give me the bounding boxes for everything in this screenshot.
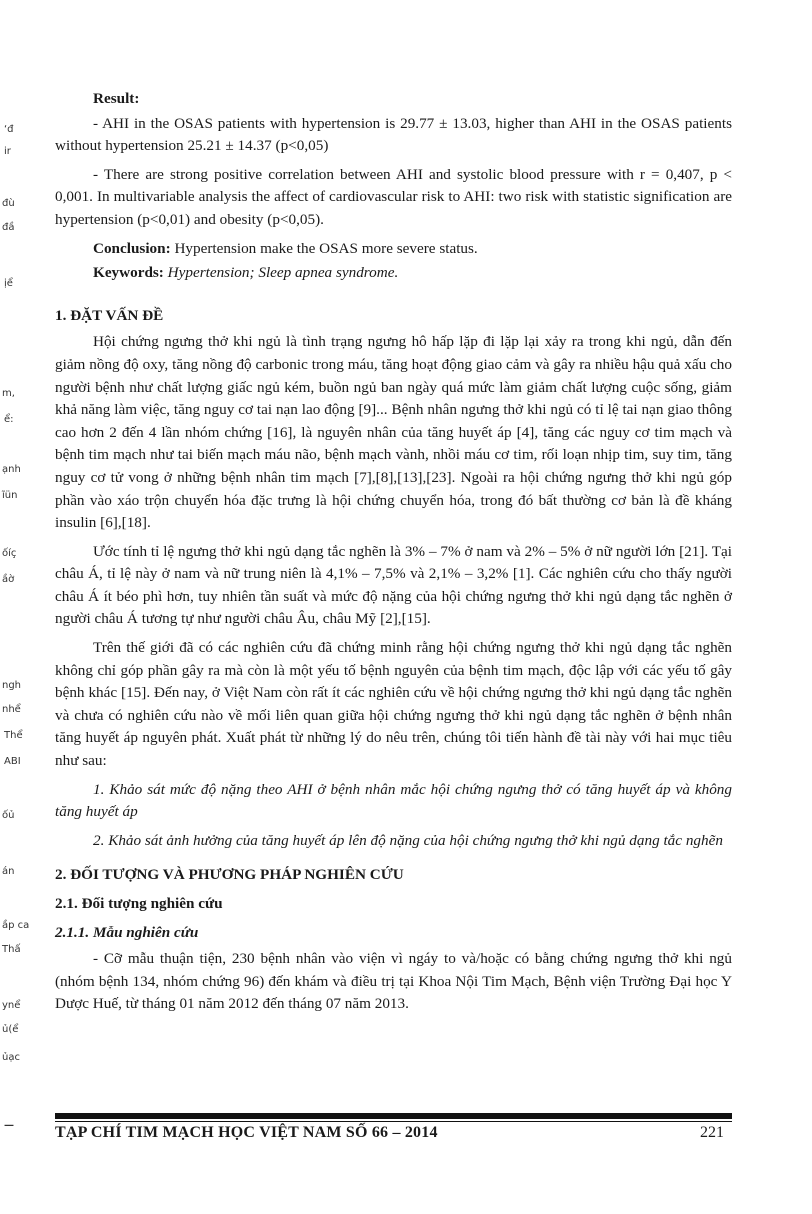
gutter-fragment: m, bbox=[2, 388, 15, 399]
gutter-fragment: đù bbox=[2, 198, 15, 209]
gutter-fragment: ir bbox=[4, 146, 11, 157]
objective-2: 2. Khảo sát ảnh hưởng của tăng huyết áp lên độ nặng của hội chứng ngưng thở khi ngủ dạng tắc nghẽn bbox=[93, 831, 723, 849]
result-point-2: - There are strong positive correlation between AHI and systolic blood pressure with r = 0,407, p < 0,001. In multivariable analysis the affect of cardiovascular risk to AHI: two risk with statistic signification are hypertension (p<0,01) and obesity (p<0,05). bbox=[55, 165, 732, 228]
footer-rule-thick bbox=[55, 1113, 732, 1119]
keywords-line bbox=[55, 262, 732, 285]
footer-rule-thin bbox=[55, 1121, 732, 1122]
keywords-label: Keywords: bbox=[93, 264, 164, 282]
conclusion-line bbox=[55, 238, 732, 261]
gutter-fragment: ể: bbox=[4, 414, 14, 425]
gutter-fragment: đầ bbox=[2, 222, 15, 233]
section-2-heading: 2. ĐỐI TƯỢNG VÀ PHƯƠNG PHÁP NGHIÊN CỨU bbox=[55, 866, 404, 884]
gutter-fragment: Thấ bbox=[2, 944, 21, 955]
keywords-text: Hypertension; Sleep apnea syndrome. bbox=[163, 264, 399, 282]
page-number: 221 bbox=[700, 1124, 724, 1141]
conclusion-label: Conclusion: bbox=[93, 239, 171, 257]
conclusion-text: Hypertension make the OSAS more severe status. bbox=[170, 239, 478, 257]
gutter-fragment: ốủ bbox=[2, 810, 15, 821]
gutter-fragment: ủạc bbox=[2, 1052, 20, 1063]
gutter-fragment: ầp ca bbox=[2, 920, 30, 931]
section-1-paragraph-2: Ước tính tỉ lệ ngưng thở khi ngủ dạng tắc nghẽn là 3% – 7% ở nam và 2% – 5% ở nữ người lớn [21]. Tại châu Á, tỉ lệ này ở nam và nữ trung niên là 4,1% – 7,5% và 2,1% – 3,2% [1]. Các nghiên cứu cho thấy người châu Á ít béo phì hơn, tuy nhiên tần suất và mức độ nặng của hội chứng ngưng thở khi ngủ dạng tắc nghẽn ở người châu Á tương tự như người châu Âu, châu Mỹ [2],[15]. bbox=[55, 542, 732, 628]
journal-footer-title: TẠP CHÍ TIM MẠCH HỌC VIỆT NAM SỐ 66 – 2014 bbox=[55, 1124, 438, 1141]
gutter-fragment: ynể bbox=[2, 1000, 21, 1011]
gutter-fragment: ABI bbox=[4, 756, 21, 767]
gutter-fragment: ầờ bbox=[2, 574, 15, 585]
result-point-1: - AHI in the OSAS patients with hypertension is 29.77 ± 13.03, higher than AHI in the OSAS patients without hypertension 25.21 ± 14.37 (p<0,05) bbox=[55, 114, 732, 155]
gutter-fragment: ĩün bbox=[2, 490, 18, 501]
gutter-fragment: ngh bbox=[2, 680, 22, 691]
gutter-fragment: án bbox=[2, 866, 15, 877]
gutter-fragment: — bbox=[4, 1120, 14, 1131]
gutter-fragment: Thể bbox=[4, 730, 23, 741]
article-body bbox=[55, 88, 732, 1016]
result-label: Result: bbox=[93, 90, 140, 107]
section-1-heading: 1. ĐẶT VẤN ĐỀ bbox=[55, 306, 164, 324]
gutter-fragment: ốíç bbox=[2, 548, 17, 559]
gutter-fragment: ‘đ bbox=[4, 124, 14, 135]
subsection-2-1-heading: 2.1. Đối tượng nghiên cứu bbox=[55, 895, 223, 912]
gutter-fragment: ịể bbox=[4, 278, 13, 289]
gutter-fragment: ủ(ể bbox=[2, 1024, 19, 1035]
section-1-paragraph-3: Trên thế giới đã có các nghiên cứu đã chứng minh rằng hội chứng ngưng thở khi ngủ dạng tắc nghẽn không chỉ góp phần gây ra mà còn là một yếu tố bệnh nguyên của bệnh tim mạch, độc lập với các yếu tố gây bệnh khác [15]. Đến nay, ở Việt Nam còn rất ít các nghiên cứu về hội chứng ngưng thở khi ngủ dạng tắc nghẽn và chưa có nghiên cứu nào về mối liên quan giữa hội chứng ngưng thở khi ngủ dạng tắc nghẽn ở bệnh nhân tăng huyết áp nguyên phát. Xuất phát từ những lý do nêu trên, chúng tôi tiến hành đề tài này với hai mục tiêu như sau: bbox=[55, 639, 732, 770]
gutter-fragment: ạnh bbox=[2, 464, 21, 475]
section-2-paragraph-1: - Cỡ mẫu thuận tiện, 230 bệnh nhân vào viện vì ngáy to và/hoặc có bằng chứng ngưng thở khi ngủ (nhóm bệnh 134, nhóm chứng 96) đến khám và điều trị tại Khoa Nội Tim Mạch, Bệnh viện Trường Đại học Y Dược Huế, từ tháng 01 năm 2012 đến tháng 07 năm 2013. bbox=[55, 950, 732, 1013]
scan-gutter bbox=[0, 0, 40, 1214]
section-1-paragraph-1: Hội chứng ngưng thở khi ngủ là tình trạng ngưng hô hấp lặp đi lặp lại xảy ra trong khi ngủ, dẫn đến giảm nồng độ oxy, tăng nồng độ carbonic trong máu, tăng hoạt động giao cảm và gây ra nhiều hậu quả xấu cho người bệnh như chất lượng giấc ngủ kém, buồn ngủ ban ngày quá mức làm giảm chất lượng cuộc sống, giảm khả năng làm việc, tăng nguy cơ tai nạn lao động [9]... Bệnh nhân ngưng thở khi ngủ có tỉ lệ tai nạn giao thông cao hơn 2 đến 4 lần nhóm chứng [16], là nguyên nhân của tăng huyết áp [4], tăng các nguy cơ tim mạch và bệnh tim mạch như tai biến mạch máu não, bệnh mạch vành, nhồi máu cơ tim, rối loạn nhịp tim, suy tim, tăng nguy cơ tử vong ở những bệnh nhân tim mạch [7],[8],[13],[23]. Ngoài ra hội chứng ngưng thở khi ngủ góp phần vào xáo trộn chuyển hóa đặc trưng là hội chứng chuyển hóa, trong đó bất thường cơ bản là đề kháng insulin [6],[18]. bbox=[55, 333, 732, 532]
subsection-2-1-1-heading: 2.1.1. Mẫu nghiên cứu bbox=[55, 923, 199, 941]
objective-1: 1. Khảo sát mức độ nặng theo AHI ở bệnh nhân mắc hội chứng ngưng thở có tăng huyết áp và không tăng huyết áp bbox=[55, 780, 732, 821]
gutter-fragment: nhể bbox=[2, 704, 21, 715]
